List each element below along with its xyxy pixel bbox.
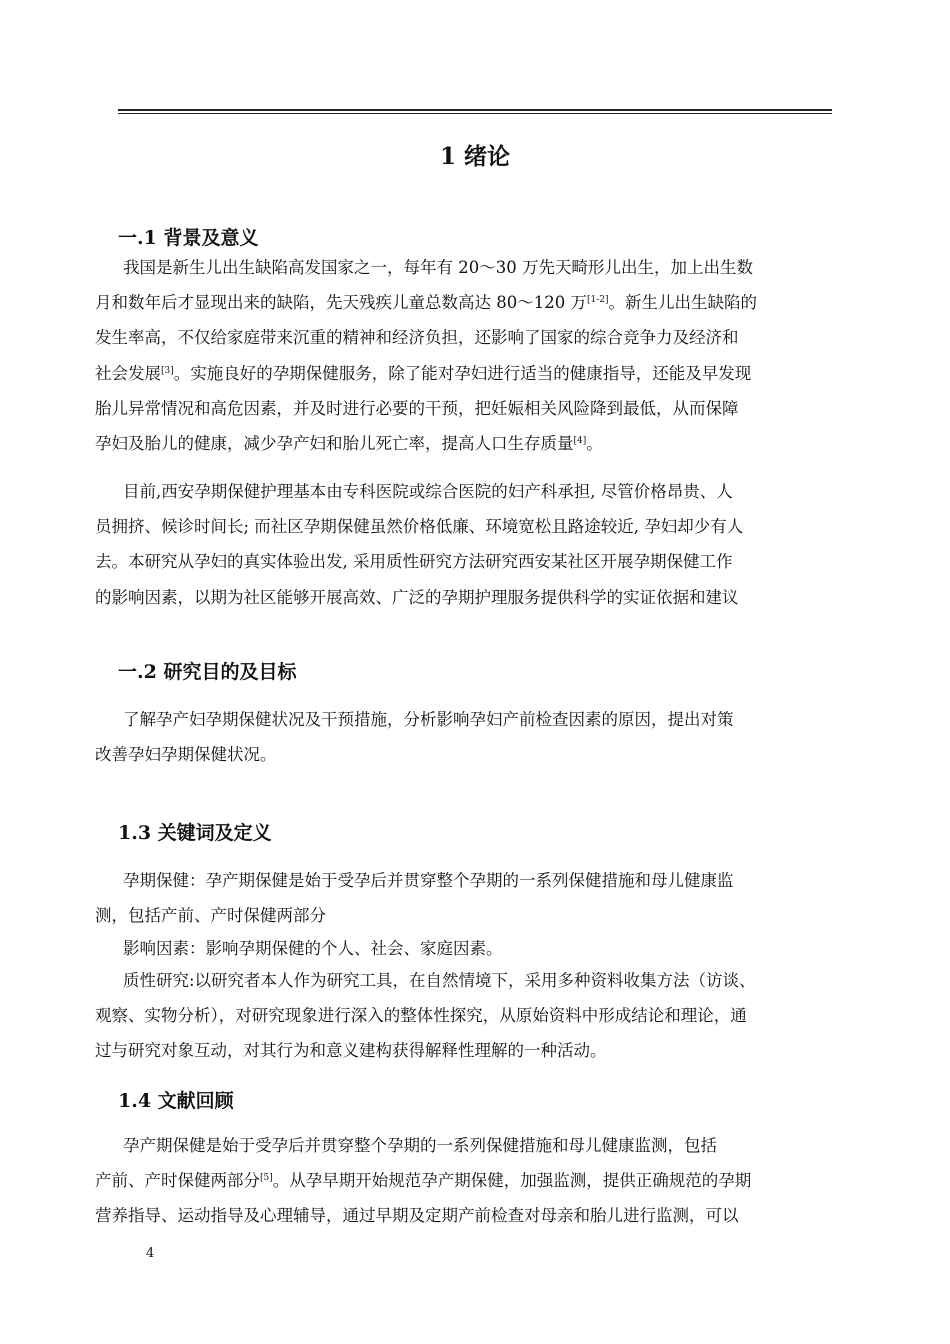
text-line bbox=[95, 426, 835, 461]
text-line: 影响因素：影响孕期保健的个人、社会、家庭因素。 bbox=[123, 939, 503, 958]
paragraph-keyword-qualitative bbox=[95, 963, 835, 1069]
text-run: 。新生儿出生缺陷的 bbox=[608, 293, 757, 313]
paragraph-background-2 bbox=[95, 474, 835, 615]
text-line: 了解孕产妇孕期保健状况及干预措施，分析影响孕妇产前检查因素的原因，提出对策 bbox=[123, 710, 734, 729]
text-line: 测，包括产前、产时保健两部分 bbox=[95, 906, 326, 926]
paragraph-purpose bbox=[95, 702, 835, 772]
text-line: 改善孕妇孕期保健状况。 bbox=[95, 745, 277, 765]
text-line: 我国是新生儿出生缺陷高发国家之一，每年有 20～30 万先天畸形儿出生，加上出生数 bbox=[123, 258, 753, 277]
citation-ref: [1-2] bbox=[586, 295, 609, 306]
text-run: 产前、产时保健两部分 bbox=[95, 1171, 260, 1191]
header-rule-thin bbox=[118, 113, 832, 114]
text-line: 发生率高，不仅给家庭带来沉重的精神和经济负担，还影响了国家的综合竞争力及经济和 bbox=[95, 328, 739, 348]
text-line: 的影响因素，以期为社区能够开展高效、广泛的孕期护理服务提供科学的实证依据和建议 bbox=[95, 587, 739, 607]
text-line: 过与研究对象互动，对其行为和意义建构获得解释性理解的一种活动。 bbox=[95, 1041, 607, 1061]
text-line bbox=[95, 1163, 835, 1198]
paragraph-keyword-prenatal-care bbox=[95, 863, 835, 933]
text-line: 孕产期保健是始于受孕后并贯穿整个孕期的一系列保健措施和母儿健康监测，包括 bbox=[123, 1136, 717, 1155]
paragraph-background-1 bbox=[95, 250, 835, 461]
text-line bbox=[95, 285, 835, 320]
section-heading-keywords: 1.3 关键词及定义 bbox=[118, 822, 272, 844]
text-line: 胎儿异常情况和高危因素，并及时进行必要的干预，把妊娠相关风险降到最低，从而保障 bbox=[95, 398, 739, 418]
section-heading-literature: 1.4 文献回顾 bbox=[118, 1090, 234, 1112]
text-run: 。 bbox=[586, 434, 603, 454]
citation-ref: [5] bbox=[260, 1173, 273, 1184]
text-run: 社会发展 bbox=[95, 363, 161, 383]
text-line: 目前,西安孕期保健护理基本由专科医院或综合医院的妇产科承担, 尽管价格昂贵、人 bbox=[123, 482, 733, 501]
text-run: 。实施良好的孕期保健服务，除了能对孕妇进行适当的健康指导，还能及早发现 bbox=[173, 363, 752, 383]
chapter-title: 1 绪论 bbox=[439, 143, 510, 170]
page-number: 4 bbox=[146, 1246, 155, 1261]
text-run: 月和数年后才显现出来的缺陷，先天残疾儿童总数高达 80～120 万 bbox=[95, 293, 587, 313]
citation-ref: [3] bbox=[161, 365, 174, 376]
text-run: 。从孕早期开始规范孕产期保健，加强监测，提供正确规范的孕期 bbox=[272, 1171, 752, 1191]
text-line: 去。本研究从孕妇的真实体验出发, 采用质性研究方法研究西安某社区开展孕期保健工作 bbox=[95, 552, 733, 572]
section-heading-background: 一.1 背景及意义 bbox=[118, 227, 259, 249]
text-line: 孕期保健：孕产期保健是始于受孕后并贯穿整个孕期的一系列保健措施和母儿健康监 bbox=[123, 871, 734, 890]
header-rule-thick bbox=[118, 109, 832, 111]
text-line: 员拥挤、候诊时间长; 而社区孕期保健虽然价格低廉、环境宽松且路途较近, 孕妇却少有人 bbox=[95, 517, 744, 537]
paragraph-literature bbox=[95, 1128, 835, 1234]
text-line: 质性研究:以研究者本人作为研究工具，在自然情境下，采用多种资料收集方法（访谈、 bbox=[123, 971, 756, 990]
text-line: 观察、实物分析），对研究现象进行深入的整体性探究，从原始资料中形成结论和理论，通 bbox=[95, 1006, 747, 1026]
text-line bbox=[95, 356, 835, 391]
citation-ref: [4] bbox=[573, 436, 587, 447]
paragraph-keyword-factors bbox=[95, 931, 835, 966]
section-heading-purpose: 一.2 研究目的及目标 bbox=[118, 661, 297, 683]
text-line: 营养指导、运动指导及心理辅导，通过早期及定期产前检查对母亲和胎儿进行监测，可以 bbox=[95, 1206, 739, 1226]
text-run: 孕妇及胎儿的健康，减少孕产妇和胎儿死亡率，提高人口生存质量 bbox=[95, 434, 574, 454]
